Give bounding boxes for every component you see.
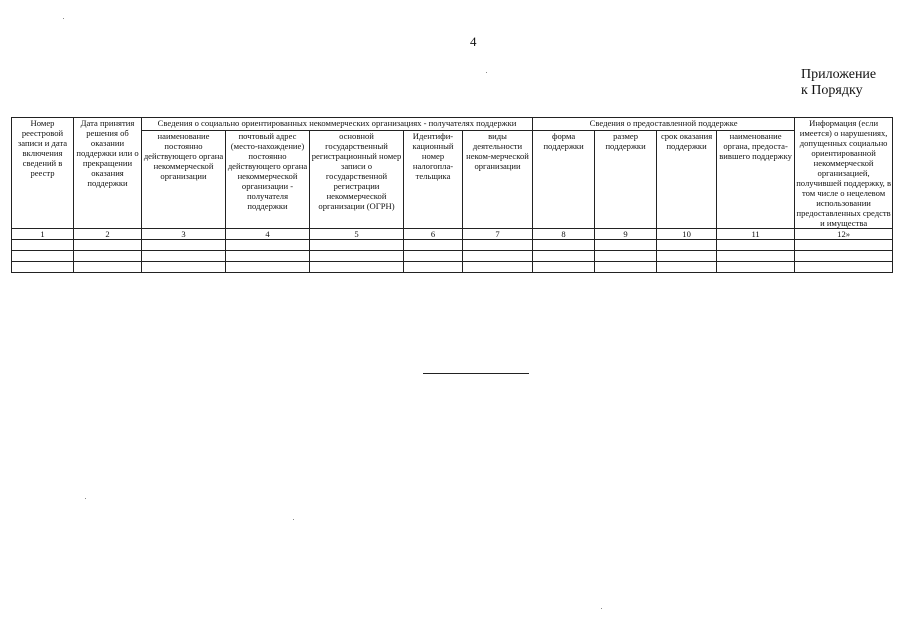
scan-speck — [63, 18, 64, 19]
column-number: 5 — [310, 229, 404, 240]
header-group-organizations: Сведения о социально ориентированных некоммерческих организациях - получателях поддержки — [142, 118, 533, 131]
header-inn: Идентифи-кационный номер налогопла-тельщика — [404, 131, 463, 229]
header-granting-body: наименование органа, предоста-вившего поддержку — [717, 131, 795, 229]
header-postal-address: почтовый адрес (место-нахождение) постоянно действующего органа некоммерческой организации - получателя поддержки — [226, 131, 310, 229]
table-row — [12, 262, 893, 273]
column-number: 11 — [717, 229, 795, 240]
column-number: 6 — [404, 229, 463, 240]
header-org-name: наименование постоянно действующего органа некоммерческой организации — [142, 131, 226, 229]
appendix-reference: к Порядку — [801, 83, 863, 98]
column-number: 8 — [533, 229, 595, 240]
column-number: 1 — [12, 229, 74, 240]
column-number: 10 — [657, 229, 717, 240]
scan-speck — [293, 519, 294, 520]
table-row — [12, 240, 893, 251]
column-number: 12» — [795, 229, 893, 240]
header-support-term: срок оказания поддержки — [657, 131, 717, 229]
scan-speck — [601, 608, 602, 609]
page-number: 4 — [470, 34, 477, 49]
scan-speck — [85, 498, 86, 499]
column-number: 4 — [226, 229, 310, 240]
appendix-title: Приложение — [801, 67, 877, 82]
scan-speck — [486, 72, 487, 73]
header-record-number: Номер реестровой записи и дата включения сведений в реестр — [12, 118, 74, 229]
header-support-amount: размер поддержки — [595, 131, 657, 229]
header-violations-info: Информация (если имеется) о нарушениях, допущенных социально ориентированной некоммерческой организацией, получившей поддержку, в том числе о нецелевом использовании предоставленных средств и имущества — [796, 118, 892, 228]
header-row-columns — [12, 131, 893, 229]
column-number: 7 — [463, 229, 533, 240]
header-support-form: форма поддержки — [533, 131, 595, 229]
table-row — [12, 251, 893, 262]
header-ogrn: основной государственный регистрационный номер записи о государственной регистрации некоммерческой организации (ОГРН) — [310, 131, 404, 229]
column-number: 3 — [142, 229, 226, 240]
column-number: 2 — [74, 229, 142, 240]
header-decision-date: Дата принятия решения об оказании поддержки или о прекращении оказания поддержки — [74, 118, 142, 229]
column-number-row — [12, 229, 893, 240]
registry-table — [11, 117, 893, 273]
column-number: 9 — [595, 229, 657, 240]
header-row-groups — [12, 118, 893, 131]
header-group-support: Сведения о предоставленной поддержке — [533, 118, 795, 131]
separator-line — [423, 373, 529, 374]
appendix-heading — [801, 67, 876, 99]
header-activities: виды деятельности неком-мерческой организации — [463, 131, 533, 229]
